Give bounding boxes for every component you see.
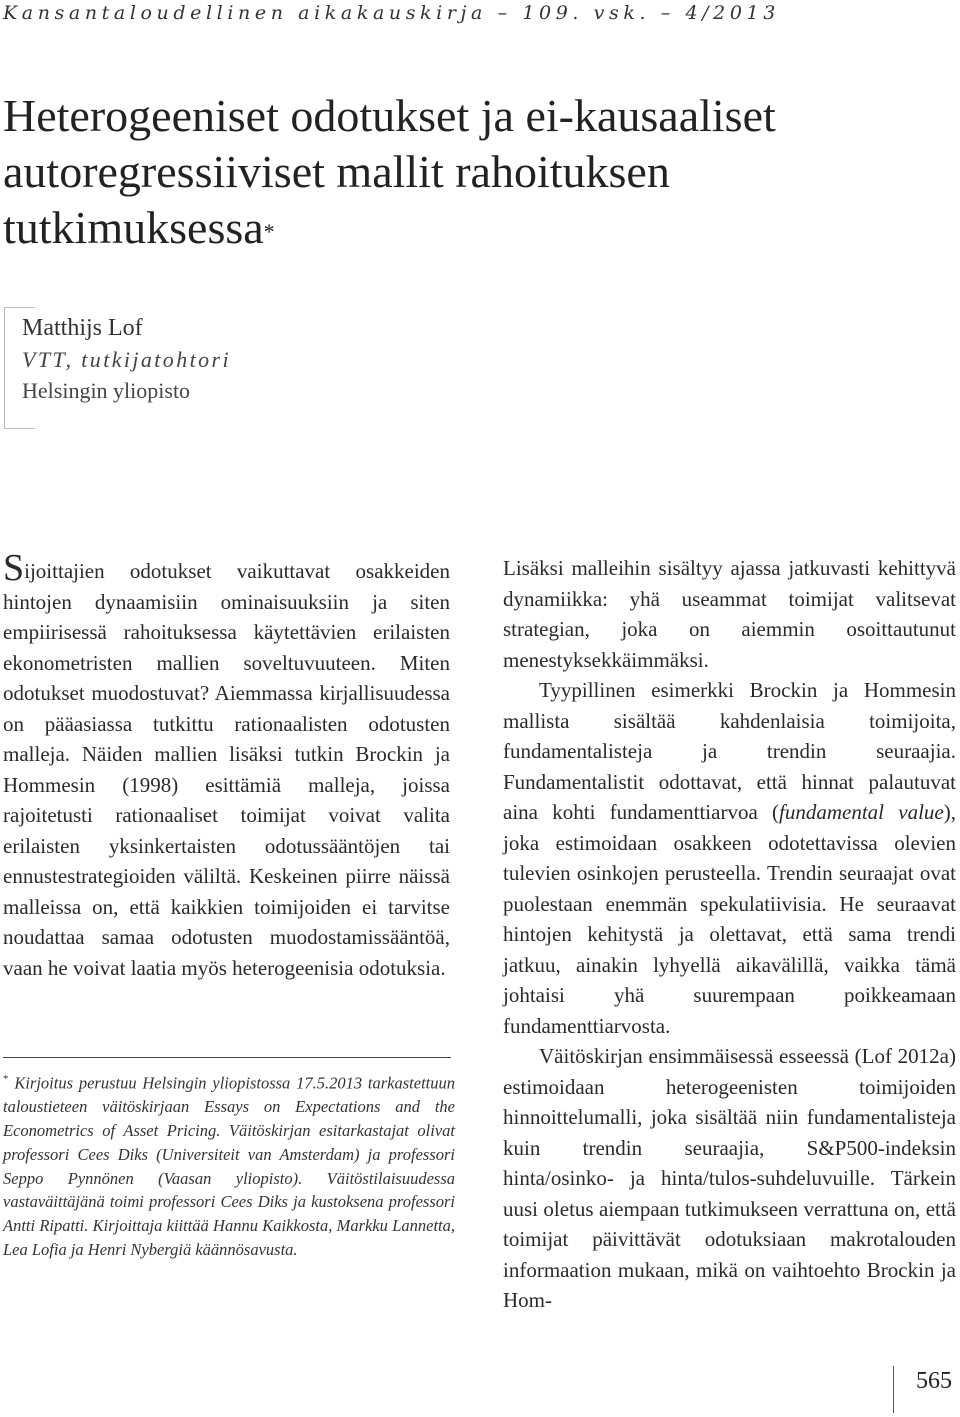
author-block xyxy=(22,313,231,406)
intro-text: ijoittajien odotukset vaikuttavat osakkeiden hintojen dynaamisiin ominaisuuksiin ja siten empiirisessä rahoituksessa käytettävien erilaisten ekonometristen mallien soveltuvuuteen. Miten odotukset muodostuvat? Aiemmassa kirjallisuudessa on pääasiassa tutkittu rationaalisten odotusten malleja. Näiden mallien lisäksi tutkin Brockin ja Hommesin (1998) esittämiä malleja, joissa rajoitetusti rationaaliset toimijat voivat valita erilaisten yksinkertaisten odotussääntöjen tai ennustestrategioiden väliltä. Keskeinen piirre näissä malleissa on, että kaikkien toimijoiden ei tarvitse noudattaa samaa odotusten muodostamissääntöä, vaan he voivat laatia myös heterogeenisia odotuksia. xyxy=(3,559,450,980)
p3-part-a: Tyypillinen esimerkki Brockin ja Hommesin mallista sisältää kahdenlaisia toimijoita, fundamentalisteja ja trendin seuraajia. Fundamentalistit odottavat, että hinnat palautuvat aina kohti fundamenttiarvoa ( xyxy=(503,678,956,824)
p3-part-b: ), joka estimoidaan osakkeen odotettavissa olevien tulevien osinkojen perusteella. Trendin seuraajat ovat puolestaan enemmän spekulatiivisia. He seuraavat hintojen kehitystä ja olettavat, että sama trendi jatkuu, ainakin lyhyellä aikavälillä, vaikka tämä johtaisi yhä suurempaan poikkeamaan fundamenttiarvosta. xyxy=(503,800,957,1038)
footnote-marker: * xyxy=(3,1073,9,1085)
body-paragraph-2: Lisäksi malleihin sisältyy ajassa jatkuvasti kehittyvä dynamiikka: yhä useammat toimijat valitsevat strategian, joka on aiemmin osoittautunut menestyksekkäimmäksi. xyxy=(503,556,956,672)
intro-paragraph xyxy=(3,547,450,983)
footnote xyxy=(3,1068,455,1262)
author-affiliation: Helsingin yliopisto xyxy=(22,378,191,403)
author-role: VTT, tutkijatohtori xyxy=(22,347,231,372)
footnote-rule xyxy=(3,1057,451,1058)
page-number-rule xyxy=(893,1366,894,1413)
body-paragraph-3 xyxy=(503,675,956,1041)
page-number: 565 xyxy=(916,1368,952,1394)
article-title xyxy=(3,88,943,256)
title-text: Heterogeeniset odotukset ja ei-kausaaliset autoregressiiviset mallit rahoituksen tutkimuksessa xyxy=(3,90,776,253)
title-footnote-marker: * xyxy=(263,219,275,244)
footnote-text: Kirjoitus perustuu Helsingin yliopistossa 17.5.2013 tarkastettuun taloustieteen väitöskirjaan Essays on Expectations and the Econometrics of Asset Pricing. Väitöskirjan esitarkastajat olivat professori Cees Diks (Universiteit van Amsterdam) ja professori Seppo Pynnönen (Vaasan yliopisto). Väitöstilaisuudessa vastaväittäjänä toimi professori Cees Diks ja kustoksena professori Antti Ripatti. Kirjoittaja kiittää Hannu Kaikkosta, Markku Lannetta, Lea Lofia ja Henri Nybergiä käännösavusta. xyxy=(3,1073,456,1260)
drop-cap: S xyxy=(3,547,25,589)
p3-italic-term: fundamental value xyxy=(779,800,944,824)
running-head: Kansantaloudellinen aikakauskirja – 109. vsk. – 4/2013 xyxy=(3,2,780,24)
body-paragraph-4: Väitöskirjan ensimmäisessä esseessä (Lof 2012a) estimoidaan heterogeenisten toimijoiden hinnoittelumalli, joka sisältää niin fundamentalisteja kuin trendin seuraajia, S&P500-indeksin hinta/osinko- ja hinta/tulos-suhdeluvuille. Tärkein uusi oletus aiempaan tutkimukseen verrattuna on, että toimijat päivittävät odotuksiaan makrotalouden informaation mukaan, mikä on vaihtoehto Brockin ja Hom- xyxy=(503,1044,956,1312)
author-name: Matthijs Lof xyxy=(22,315,143,341)
right-column xyxy=(503,553,956,1316)
left-column xyxy=(3,547,450,983)
